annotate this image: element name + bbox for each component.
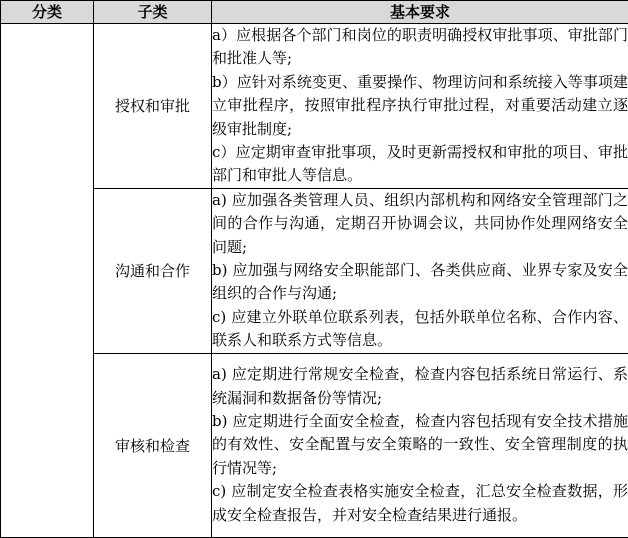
requirement-item: a）应根据各个部门和岗位的职责明确授权审批事项、审批部门和批准人等;	[212, 24, 628, 71]
requirement-item: b) 应定期进行全面安全检查，检查内容包括现有安全技术措施的有效性、安全配置与安全策略的一致性、安全管理制度的执行情况等;	[212, 410, 628, 480]
subcategory-cell: 沟通和合作	[94, 188, 212, 353]
requirement-item: b) 应加强与网络安全职能部门、各类供应商、业界专家及安全组织的合作与沟通;	[212, 259, 628, 306]
table-row	[1, 24, 628, 189]
table-body	[1, 24, 628, 538]
table-row	[1, 188, 628, 353]
header-category: 分类	[1, 1, 94, 24]
category-cell	[1, 24, 94, 538]
requirement-cell	[212, 24, 628, 189]
requirement-cell	[212, 188, 628, 353]
requirement-item: c）应定期审查审批事项，及时更新需授权和审批的项目、审批部门和审批人等信息。	[212, 141, 628, 188]
requirement-item: c) 应制定安全检查表格实施安全检查，汇总安全检查数据，形成安全检查报告，并对安全检查结果进行通报。	[212, 480, 628, 527]
requirement-cell	[212, 353, 628, 537]
requirement-item: c) 应建立外联单位联系列表，包括外联单位名称、合作内容、联系人和联系方式等信息。	[212, 306, 628, 353]
requirement-item: a) 应定期进行常规安全检查，检查内容包括系统日常运行、系统漏洞和数据备份等情况;	[212, 363, 628, 410]
requirement-item: b）应针对系统变更、重要操作、物理访问和系统接入等事项建立审批程序，按照审批程序执行审批过程，对重要活动建立逐级审批制度;	[212, 71, 628, 141]
header-row	[1, 1, 628, 24]
header-requirement: 基本要求	[212, 1, 628, 24]
requirement-item: a) 应加强各类管理人员、组织内部机构和网络安全管理部门之间的合作与沟通，定期召开协调会议，共同协作处理网络安全问题;	[212, 189, 628, 259]
subcategory-cell: 审核和检查	[94, 353, 212, 537]
table-row	[1, 353, 628, 537]
header-subcategory: 子类	[94, 1, 212, 24]
table-header	[1, 1, 628, 24]
subcategory-cell: 授权和审批	[94, 24, 212, 189]
